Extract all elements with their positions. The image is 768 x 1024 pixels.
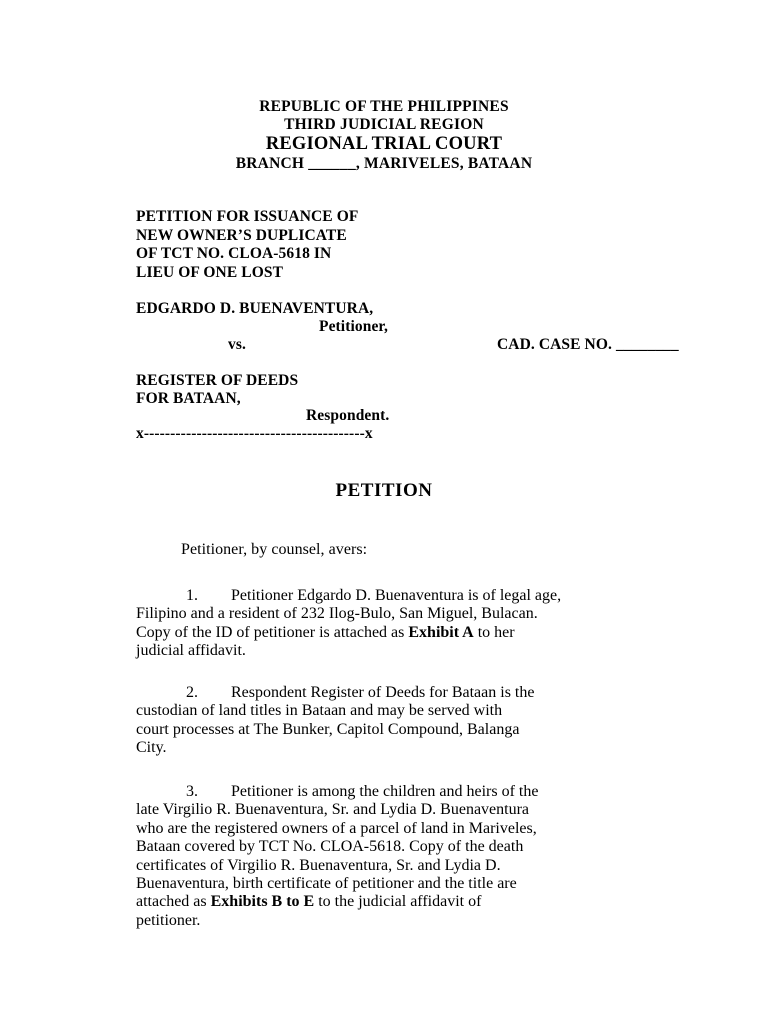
- paragraph-text: to the judicial affidavit of: [314, 893, 482, 911]
- paragraph-line: late Virgilio R. Buenaventura, Sr. and Lydia D. Buenaventura: [136, 801, 530, 819]
- petition-title-line: OF TCT NO. CLOA-5618 IN: [136, 245, 332, 262]
- paragraph-text: attached as: [136, 893, 211, 911]
- paragraph-line: [136, 624, 676, 642]
- paragraph-3: [136, 783, 676, 930]
- petition-title-line: PETITION FOR ISSUANCE OF: [136, 208, 359, 225]
- paragraph-line: who are the registered owners of a parcel of land in Mariveles,: [136, 819, 537, 837]
- case-number: CAD. CASE NO. ________: [497, 336, 679, 353]
- paragraph-line: court processes at The Bunker, Capitol Compound, Balanga: [136, 720, 520, 738]
- paragraph-line: Filipino and a resident of 232 Ilog-Bulo, San Miguel, Bulacan.: [136, 605, 538, 623]
- petitioner-name: EDGARDO D. BUENAVENTURA,: [136, 300, 374, 317]
- paragraph-text: Copy of the ID of petitioner is attached as: [136, 623, 409, 641]
- petition-title-line: NEW OWNER’S DUPLICATE: [136, 227, 347, 244]
- versus-label: vs.: [228, 336, 246, 353]
- header-region: THIRD JUDICIAL REGION: [284, 116, 484, 133]
- paragraph-line: Buenaventura, birth certificate of petitioner and the title are: [136, 875, 517, 893]
- paragraph-line: Bataan covered by TCT No. CLOA-5618. Copy of the death: [136, 838, 524, 856]
- intro-text: Petitioner, by counsel, avers:: [181, 541, 368, 558]
- paragraph-text: to her: [473, 623, 515, 641]
- respondent-name: FOR BATAAN,: [136, 390, 241, 407]
- document-title: PETITION: [335, 480, 433, 501]
- paragraph-line: [136, 587, 676, 605]
- paragraph-text: Respondent Register of Deeds for Bataan is the: [231, 684, 535, 701]
- header-republic: REPUBLIC OF THE PHILIPPINES: [259, 98, 509, 115]
- paragraph-line: [136, 893, 676, 911]
- exhibit-reference: Exhibit A: [408, 623, 474, 641]
- paragraph-number: 1.: [186, 587, 198, 604]
- paragraph-line: City.: [136, 739, 167, 757]
- paragraph-line: judicial affidavit.: [136, 642, 246, 660]
- petitioner-role: Petitioner,: [319, 318, 388, 335]
- paragraph-line: [136, 783, 676, 801]
- petition-title-line: LIEU OF ONE LOST: [136, 264, 284, 281]
- exhibit-reference: Exhibits B to E: [210, 893, 315, 911]
- paragraph-line: custodian of land titles in Bataan and may be served with: [136, 702, 503, 720]
- paragraph-line: certificates of Virgilio R. Buenaventura, Sr. and Lydia D.: [136, 856, 501, 874]
- caption-separator: x------------------------------------------x: [136, 425, 373, 442]
- paragraph-text: Petitioner is among the children and heirs of the: [231, 783, 539, 800]
- respondent-name: REGISTER OF DEEDS: [136, 372, 299, 389]
- paragraph-2: [136, 684, 676, 758]
- paragraph-number: 2.: [186, 684, 198, 701]
- paragraph-text: Petitioner Edgardo D. Buenaventura is of legal age,: [231, 587, 562, 604]
- paragraph-number: 3.: [186, 783, 198, 800]
- paragraph-line: [136, 684, 676, 702]
- paragraph-1: [136, 587, 676, 661]
- respondent-role: Respondent.: [306, 407, 390, 424]
- header-branch: BRANCH ______, MARIVELES, BATAAN: [235, 155, 533, 172]
- header-court: REGIONAL TRIAL COURT: [265, 134, 503, 154]
- paragraph-line: petitioner.: [136, 911, 201, 929]
